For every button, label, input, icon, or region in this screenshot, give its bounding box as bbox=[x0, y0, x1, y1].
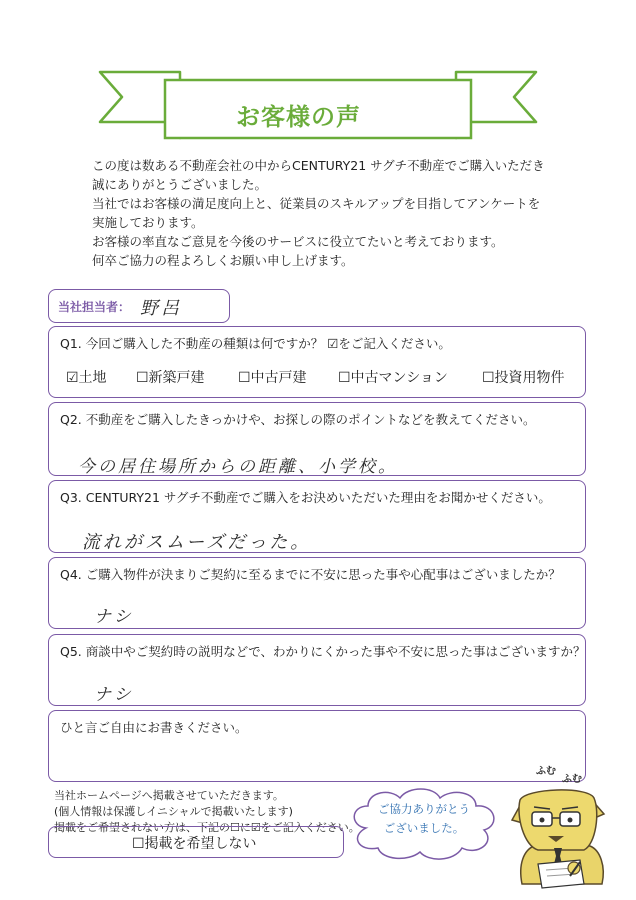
title-banner bbox=[0, 0, 636, 160]
intro-line: 当社ではお客様の満足度向上と、従業員のスキルアップを目指してアンケートを bbox=[92, 196, 541, 211]
q1-option-used-apartment[interactable]: ☐中古マンション bbox=[338, 370, 448, 386]
consent-line: 当社ホームページへ掲載させていただきます。 bbox=[54, 789, 284, 802]
q1-question: Q1. 今回ご購入した不動産の種類は何ですか？ ☑をご記入ください。 bbox=[60, 336, 451, 351]
mascot-illustration bbox=[504, 780, 614, 890]
staff-label: 当社担当者： bbox=[58, 300, 131, 314]
q1-option-used-house[interactable]: ☐中古戸建 bbox=[238, 370, 307, 386]
q2-question: Q2. 不動産をご購入したきっかけや、お探しの際のポイントなどを教えてください。 bbox=[60, 412, 536, 427]
q3-question: Q3. CENTURY21 サグチ不動産でご購入をお決めいただいた理由をお聞かせください。 bbox=[60, 490, 551, 505]
consent-line: (個人情報は保護しイニシャルで掲載いたします) bbox=[54, 805, 293, 818]
intro-line: 誠にありがとうございました。 bbox=[92, 177, 268, 192]
q5-answer[interactable]: ナシ bbox=[94, 685, 134, 705]
intro-line: 実施しております。 bbox=[92, 215, 204, 230]
page-title: お客様の声 bbox=[236, 103, 361, 131]
q1-option-land[interactable]: ☑土地 bbox=[66, 370, 107, 386]
intro-line: お客様の率直なご意見を今後のサービスに役立てたいと考えております。 bbox=[92, 234, 504, 249]
thanks-line-2: ございました。 bbox=[383, 821, 465, 835]
q3-answer[interactable]: 流れがスムーズだった。 bbox=[82, 532, 312, 553]
q4-answer[interactable]: ナシ bbox=[94, 607, 134, 627]
no-publish-checkbox[interactable]: ☐掲載を希望しない bbox=[132, 836, 257, 852]
mascot-caption-2: ふむ bbox=[562, 774, 582, 785]
intro-line: この度は数ある不動産会社の中からCENTURY21 サグチ不動産でご購入いただき bbox=[92, 158, 545, 173]
consent-line: 掲載をご希望されない方は、下記の☐に☑をご記入ください。 bbox=[54, 821, 360, 834]
intro-line: 何卒ご協力の程よろしくお願い申し上げます。 bbox=[92, 253, 354, 268]
thanks-message bbox=[366, 800, 482, 838]
thanks-line-1: ご協力ありがとう bbox=[378, 802, 470, 816]
q4-question: Q4. ご購入物件が決まりご契約に至るまでに不安に思った事や心配事はございましたか？ bbox=[60, 567, 561, 582]
q1-option-new-house[interactable]: ☐新築戸建 bbox=[136, 370, 205, 386]
mascot-caption-1: ふむ bbox=[536, 766, 556, 777]
q2-answer[interactable]: 今の居住場所からの距離、小学校。 bbox=[78, 457, 398, 477]
q5-question: Q5. 商談中やご契約時の説明などで、わかりにくかった事や不安に思った事はございますか？ bbox=[60, 644, 586, 659]
intro-text bbox=[92, 156, 545, 270]
comment-prompt: ひと言ご自由にお書きください。 bbox=[60, 720, 248, 735]
staff-name: 野呂 bbox=[140, 298, 182, 319]
q1-option-investment[interactable]: ☐投資用物件 bbox=[482, 370, 565, 386]
